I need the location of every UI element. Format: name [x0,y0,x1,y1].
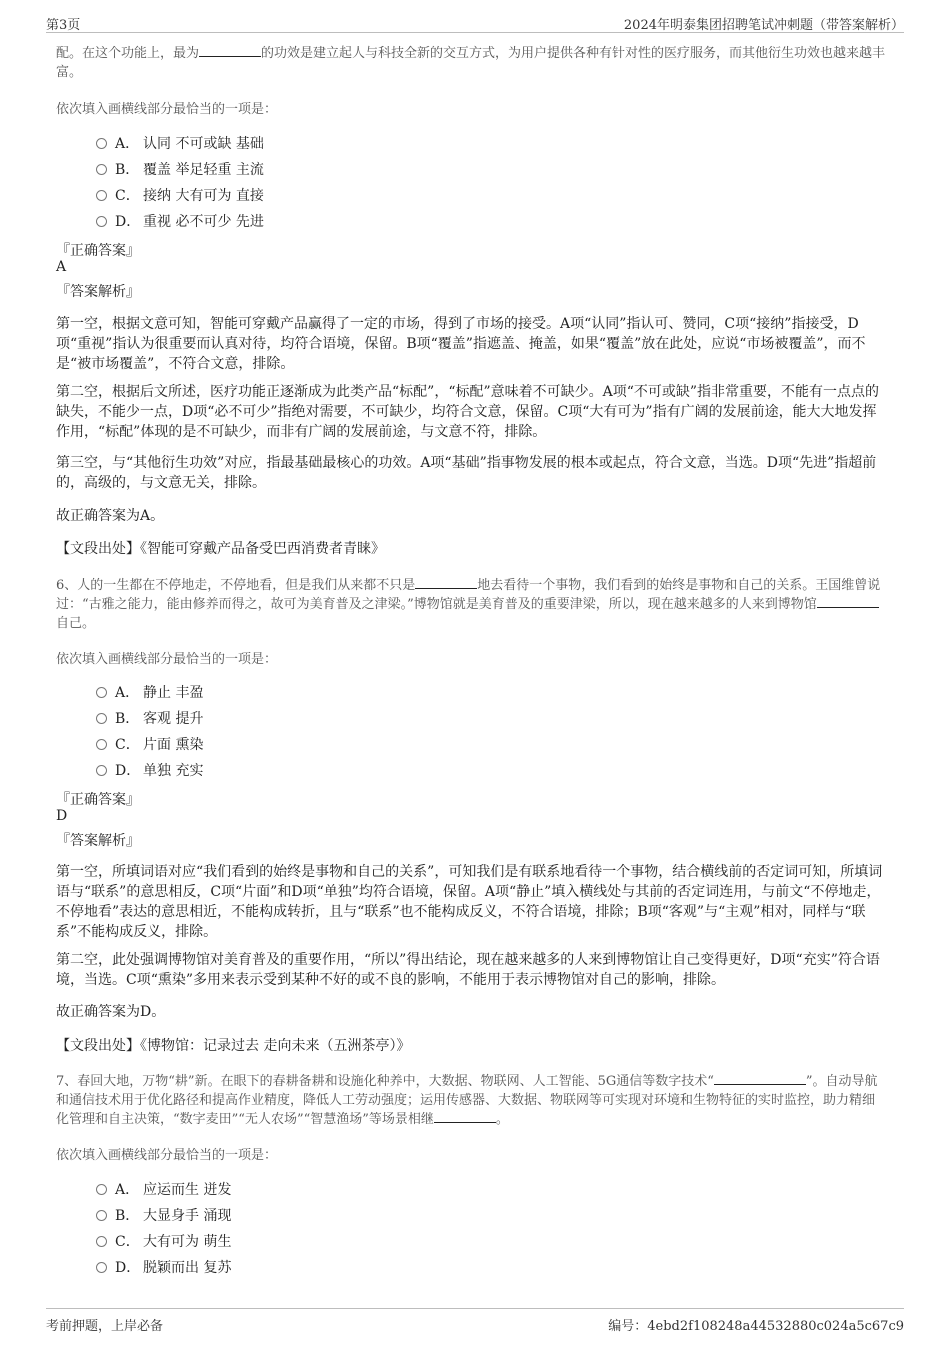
q5-option-d[interactable]: D． 重视 必不可少 先进 [96,212,264,232]
radio-icon[interactable] [96,739,107,750]
q5-answer-label: 『正确答案』 [56,243,140,259]
fill-blank [415,576,477,589]
q7-stem: 7、春回大地，万物“耕”新。在眼下的春耕备耕和设施化种养中，大数据、物联网、人工智能、5G通信等数字技术“ ”。自动导航和通信技术用于优化路径和提高作业精度，降低人工劳动强度；运用传感器、大数据、物联网等可实现对环境和生物特征的实时监控，助力精细化管理和自主决策，“数字麦田”“无人农场”“智慧渔场”等场景相继 。 [56,1074,878,1127]
q6-analysis-label: 『答案解析』 [56,833,140,849]
radio-icon[interactable] [96,687,107,698]
fill-blank [199,44,261,57]
radio-icon[interactable] [96,1184,107,1195]
q5-analysis-3: 第三空，与“其他衍生功效”对应，指最基础最核心的功效。A项“基础”指事物发展的根本或起点，符合文意，当选。D项“先进”指超前的，高级的，与文意无关，排除。 [56,455,877,491]
q6-option-a[interactable]: A． 静止 丰盈 [96,683,203,703]
page-footer [46,1308,904,1339]
q6-answer-label: 『正确答案』 [56,792,140,808]
q6-prompt: 依次填入画横线部分最恰当的一项是： [56,652,278,667]
q5-answer: A [56,259,67,275]
page-number: 第3页 [46,18,81,33]
q7-option-d[interactable]: D． 脱颖而出 复苏 [96,1258,231,1278]
q6-analysis-1: 第一空，所填词语对应“我们看到的始终是事物和自己的关系”，可知我们是有联系地看待一个事物，结合横线前的否定词可知，所填词语与“联系”的意思相反，C项“片面”和D项“单独”均符合语境，保留。A项“静止”填入横线处与其前的否定词连用，与前文“不停地走，不停地看”表达的意思相近，不能构成转折，且与“联系”也不能构成反义，不符合语境，排除；B项“客观”与“主观”相对，同样与“联系”不能构成反义，排除。 [56,864,883,940]
radio-icon[interactable] [96,765,107,776]
q6-analysis-2: 第二空，此处强调博物馆对美育普及的重要作用，“所以”得出结论，现在越来越多的人来到博物馆让自己变得更好，D项“充实”符合语境，当选。C项“熏染”多用来表示受到某种不好的或不良的影响，不能用于表示博物馆对自己的影响，排除。 [56,952,880,988]
q5-analysis-1: 第一空，根据文意可知，智能可穿戴产品赢得了一定的市场，得到了市场的接受。A项“认同”指认可、赞同，C项“接纳”指接受，D项“重视”指认为很重要而认真对待，均符合语境，保留。B项“覆盖”指遮盖、掩盖，如果“覆盖”放在此处，应说“市场被覆盖”，而不是“被市场覆盖”，不符合文意，排除。 [56,316,866,372]
document-title: 2024年明泰集团招聘笔试冲刺题（带答案解析） [623,18,904,33]
q6-stem: 6、人的一生都在不停地走，不停地看，但是我们从来都不只是 地去看待一个事物，我们看到的始终是事物和自己的关系。王国维曾说过：“古雅之能力，能由修养而得之，故可为美育普及之津梁。”博物馆就是美育普及的重要津梁，所以，现在越来越多的人来到博物馆自己。 [56,578,881,631]
q7-option-b[interactable]: B． 大显身手 涌现 [96,1206,231,1226]
footer-slogan: 考前押题，上岸必备 [46,1319,164,1334]
q6-option-b[interactable]: B． 客观 提升 [96,709,203,729]
q7-option-a[interactable]: A． 应运而生 迸发 [96,1180,231,1200]
radio-icon[interactable] [96,138,107,149]
radio-icon[interactable] [96,713,107,724]
radio-icon[interactable] [96,1262,107,1273]
document-id: 编号：4ebd2f108248a44532880c024a5c67c9 [608,1319,904,1334]
q6-conclusion: 故正确答案为D。 [56,1004,166,1020]
q5-conclusion: 故正确答案为A。 [56,508,165,524]
q7-prompt: 依次填入画横线部分最恰当的一项是： [56,1148,278,1163]
q5-source: 【文段出处】《智能可穿戴产品备受巴西消费者青睐》 [56,541,385,557]
radio-icon[interactable] [96,216,107,227]
radio-icon[interactable] [96,1210,107,1221]
q5-option-c[interactable]: C． 接纳 大有可为 直接 [96,186,264,206]
radio-icon[interactable] [96,164,107,175]
page-header [46,8,904,33]
q5-option-b[interactable]: B． 覆盖 举足轻重 主流 [96,160,264,180]
q5-stem-continuation: 配。在这个功能上，最为 的功效是建立起人与科技全新的交互方式，为用户提供各种有针对性的医疗服务，而其他衍生功效也越来越丰富。 [56,46,886,80]
q7-option-c[interactable]: C． 大有可为 萌生 [96,1232,231,1252]
q6-source: 【文段出处】《博物馆：记录过去 走向未来（五洲茶亭）》 [56,1038,411,1054]
q5-option-a[interactable]: A． 认同 不可或缺 基础 [96,134,264,154]
q6-option-c[interactable]: C． 片面 熏染 [96,735,203,755]
q5-prompt: 依次填入画横线部分最恰当的一项是： [56,102,278,117]
fill-blank [817,595,879,608]
q6-answer: D [56,808,68,824]
fill-blank [714,1072,806,1085]
q5-analysis-2: 第二空，根据后文所述，医疗功能正逐渐成为此类产品“标配”，“标配”意味着不可缺少。A项“不可或缺”指非常重要，不能有一点点的缺失，不能少一点，D项“必不可少”指绝对需要，不可缺少，均符合文意，保留。C项“大有可为”指有广阔的发展前途，能大大地发挥作用，“标配”体现的是不可缺少，而非有广阔的发展前途，与文意不符，排除。 [56,384,880,440]
q6-option-d[interactable]: D． 单独 充实 [96,761,203,781]
q5-analysis-label: 『答案解析』 [56,284,140,300]
radio-icon[interactable] [96,1236,107,1247]
fill-blank [434,1110,496,1123]
radio-icon[interactable] [96,190,107,201]
